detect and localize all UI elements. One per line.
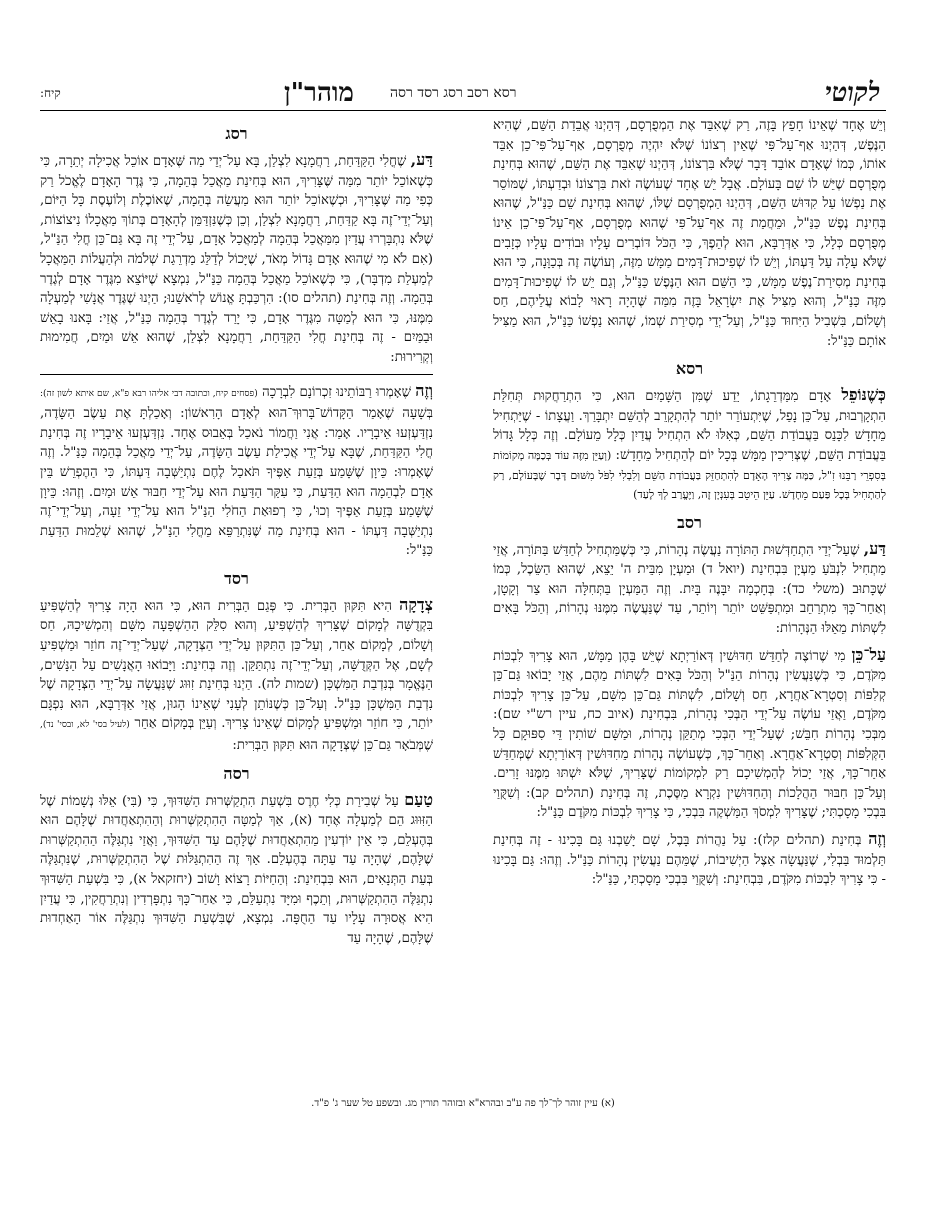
section-heading: רסא (675, 359, 704, 379)
lead-word: טַעַם (404, 789, 433, 809)
paragraph (493, 645, 886, 823)
section-range: רסא רסב רסג רסד רסה (390, 85, 517, 101)
source-reference: (פסחים קיח, וכתובה דבי אליהו רבא פ"א, שם איתא לשון זה): (40, 388, 258, 399)
page-number: קיח: (40, 86, 61, 100)
paragraph (40, 790, 433, 949)
paragraph-text: שֶׁמְּבֹאָר גַּם־כֵּן שֶׁצְּדָקָה הוּא תִּקּוּן הַבְּרִית: (232, 738, 433, 754)
right-column (493, 116, 886, 1100)
paragraph (493, 385, 886, 505)
paragraph: וְיֵשׁ אֶחָד שֶׁאֵינוֹ חָפֵץ בָּזֶה, רַק שֶׁאִבֵּד אֶת הַמְפֻרְסָם, דְּהַיְנוּ אֲבֵדַת הַשֵּׁם, שֶׁהִיא הַנֶּפֶשׁ, דְּהַיְנוּ אַף־עַל־פִּי שֶׁאֵין רְצוֹנוֹ שֶׁלֹּא יִהְיֶה מְפֻרְסָם, אַף־עַל־פִּי־כֵן אִבֵּד אוֹתוֹ, כְּמוֹ שֶׁאָדָם אוֹבֵד דָּבָר שֶׁלֹּא בִּרְצוֹנוֹ, דְּהַיְנוּ שֶׁאִבֵּד אֶת הַשֵּׁם, שֶׁהוּא בְּחִינַת מְפֻרְסָם שֶׁיֵּשׁ לוֹ שֵׁם בָּעוֹלָם. אֲבָל יֵשׁ אֶחָד שֶׁעוֹשֶׂה זֹאת בִּרְצוֹנוֹ וּבְדַעְתּוֹ, שֶׁמּוֹסֵר אֶת נַפְשׁוֹ עַל קִדּוּשׁ הַשֵּׁם, דְּהַיְנוּ הַמְפֻרְסָם שֶׁלּוֹ, שֶׁהוּא בְּחִינַת שֵׁם כַּנַּ"ל, שֶׁהוּא בְּחִינַת נֶפֶשׁ כַּנַּ"ל, וּמֵחֲמַת זֶה אַף־עַל־פִּי שֶׁהוּא מְפֻרְסָם, אַף־עַל־פִּי־כֵן אֵינוֹ מְפֻרְסָם כְּלָל, כִּי אַדְּרַבָּא, הוּא לְהֵפֶךְ, כִּי הַכֹּל דּוֹבְרִים עָלָיו וּבוֹדִים עָלָיו כְּזָבִים שֶׁלֹּא עָלָה עַל דַּעְתּוֹ, וְיֵשׁ לוֹ שְׁפִיכוּת־דָּמִים מַמָּשׁ מִזֶּה, וְעוֹשֶׂה זֶה בְּכַוָּנָה, כִּי הוּא בְּחִינַת מְסִירַת־נֶפֶשׁ מַמָּשׁ, כִּי הַשֵּׁם הוּא הַנֶּפֶשׁ כַּנַּ"ל, וְגַם יֵשׁ לוֹ שְׁפִיכוּת־דָּמִים מִזֶּה כַּנַּ"ל, וְהוּא מַצִּיל אֶת יִשְׂרָאֵל בָּזֶה מִמַּה שֶּׁהָיָה רָאוּי לָבוֹא עֲלֵיהֶם, חַס וְשָׁלוֹם, בִּשְׁבִיל הַיִּחוּד כַּנַּ"ל, וְעַל־יְדֵי מְסִירַת שְׁמוֹ, שֶׁהוּא נַפְשׁוֹ כַּנַּ"ל, הוּא מַצִּיל אוֹתָם כַּנַּ"ל: (493, 118, 886, 349)
separator (40, 374, 433, 375)
source-reference: (לעיל בסי' לא, ובסי' נד), (40, 720, 130, 731)
paragraph-text: עַל שְׁבִירַת כְּלִי חֶרֶס בִּשְׁעַת הִתְקַשְּׁרוּת הַשִּׁדּוּךְ, כִּי (בִּי) אֵלּוּ נְשָׁמוֹת שֶׁל הַזִּוּוּג הֵם לְמַעְלָה אֶחָד (א), אַךְ לְמַטָּה הַהִתְקַשְּׁרוּת וְהַהִתְאַחֲדוּת שֶׁלָּהֶם הוּא בְּהֶעְלֵם, כִּי אֵין יוֹדְעִין מֵהִתְאַחֲדוּת שֶׁלָּהֶם עַד הַשִּׁדּוּךְ, וַאֲזַי נִתְגַּלֶּה הַהִתְקַשְּׁרוּת שֶׁלָּהֶם, שֶׁהָיָה עַד עַתָּה בְּהֶעְלֵם. אַךְ זֶה הַהִתְגַּלּוּת שֶׁל הַהִתְקַשְּׁרוּת, שֶׁנִּתְגַּלֶּה בְּעֵת הַתְּנָאִים, הוּא בִּבְחִינַת: וְהַחַיּוֹת רָצוֹא וָשׁוֹב (יחזקאל א), כִּי בִּשְׁעַת הַשִּׁדּוּךְ נִתְגַּלֶּה הַהִתְקַשְּׁרוּת, וְתֵכֶף וּמִיָּד נִתְעַלֵּם, כִּי אַחַר־כָּךְ נִתְפָּרְדִין וְנִתְרַחֲקִין, כִּי עֲדַיִן הִיא אֲסוּרָה עָלָיו עַד הַחֻפָּה. נִמְצָא, שֶׁבִּשְׁעַת הַשִּׁדּוּךְ נִתְגַּלֶּה אוֹר הָאַחְדוּת שֶׁלָּהֶם, שֶׁהָיָה עַד (40, 793, 433, 946)
book-title-right: לקוטי (824, 78, 880, 108)
lead-word: וְזֶה (415, 380, 433, 400)
lead-word: וְזֶה (868, 829, 886, 848)
paragraph (40, 150, 433, 368)
book-title-left: מוהר"ן (284, 78, 354, 108)
paragraph (493, 829, 886, 890)
section-heading: רסה (223, 763, 250, 783)
paragraph-text: מִי שֶׁרוֹצֶה לְחַדֵּשׁ חִדּוּשִׁין דְּאוֹרַיְתָא שֶׁיֵּשׁ בָּהֶן מַמָּשׁ, הוּא צָרִיךְ לִבְכּוֹת מִקֹּדֶם, כִּי כְּשֶׁנַּעֲשִׂין נְהָרוֹת הַנַּ"ל וְהַכֹּל בָּאִים לִשְׁתּוֹת מֵהֶם, אֲזַי יָבוֹאוּ גַּם־כֵּן קְלִפּוֹת וְסִטְרָא־אַחֲרָא, חַס וְשָׁלוֹם, לִשְׁתּוֹת גַּם־כֵּן מִשָּׁם, עַל־כֵּן צָרִיךְ לִבְכּוֹת מִקֹּדֶם, וַאֲזַי עוֹשֶׂה עַל־יְדֵי הַבְּכִי נְהָרוֹת, בִּבְחִינַת (איוב כח, עיין רש"י שם): מִבְּכִי נְהָרוֹת חִבֵּשׁ; שֶׁעַל־יְדֵי הַבְּכִי מְתַקֵּן נְהָרוֹת, וּמַשָּׁם שׁוֹתִין דֵּי סִפּוּקָם כָּל הַקְּלִפּוֹת וְסִטְרָא־אַחֲרָא. וְאַחַר־כָּךְ, כְּשֶׁעוֹשֶׂה נְהָרוֹת מֵחִדּוּשִׁין דְּאוֹרַיְתָא שֶׁמְּחַדֵּשׁ אַחַר־כָּךְ, אֲזַי יָכוֹל לְהַמְשִׁיכָם רַק לִמְקוֹמוֹת שֶׁצָּרִיךְ, שֶׁלֹּא יִשְׁתּוּ מִמֶּנּוּ זָרִים. וְעַל־כֵּן חִבּוּר הַהֲלָכוֹת וְהַחִדּוּשִׁין נִקְרָא מַסֶּכֶת, זֶה בְּחִינַת (תהלים קב): וְשִׁקֻּוַי בִּבְכִי מָסָכְתִּי; שֶׁצָּרִיךְ לִמְסֹךְ הַמַּשְׁקֶה בִּבְכִי, כִּי צָרִיךְ לִבְכּוֹת מִקֹּדֶם כַּנַּ"ל: (493, 648, 886, 821)
left-column (40, 116, 433, 1100)
paragraph-text: שֶׁעַל־יְדֵי הִתְחַדְּשׁוּת הַתּוֹרָה נַעֲשֶׂה נְהָרוֹת, כִּי כְּשֶׁמַּתְחִיל לְחַדֵּשׁ בַּתּוֹרָה, אֲזַי מַתְחִיל לִנְבֹּעַ מַעְיָן בִּבְחִינַת (יואל ד) וּמַעְיָן מִבֵּית ה' יֵצֵא, שֶׁהוּא הַשֵּׂכֶל, כְּמוֹ שֶׁכָּתוּב (משלי כד): בְּחָכְמָה יִבָּנֶה בָּיִת. וְזֶה הַמַּעְיָן בַּתְּחִלָּה הוּא צַר וְקָטָן, וְאַחַר־כָּךְ מִתְרַחֵב וּמִתְפַּשֵּׁט יוֹתֵר וְיוֹתֵר, עַד שֶׁנַּעֲשֶׂה מִמֶּנּוּ נְהָרוֹת, וְהַכֹּל בָּאִים לִשְׁתּוֹת מֵאֵלּוּ הַנְּהָרוֹת: (493, 542, 886, 637)
footnote: (א) עיין זוהר לך־לך פה ע"ב ובהרא"א ובזוהר תורין מג. ובשפע טל שער ג' פ"ד. (311, 1098, 615, 1109)
lead-word: דַּע, (863, 538, 886, 558)
note-text: (וְעַיֵּן מִזֶּה עוֹד בְּכַמָּה מְקוֹמוֹת בְּסִפְרֵי רַבֵּנוּ זִ"ל, כַּמָּה צָרִיךְ הָאָדָם לְהִתְחַזֵּק בַּעֲבוֹדַת הַשֵּׁם וְלִבְלִי לִפֹּל מִשּׁוּם דָּבָר שֶׁבָּעוֹלָם, רַק לְהַתְחִיל בְּכָל פַּעַם מֵחָדָשׁ. עַיֵּן הֵיטֵב בְּעִנְיָן זֶה, וַיֶּעֱרַב לְךָ לָעַד) (493, 448, 886, 502)
paragraph (40, 381, 433, 561)
paragraph (40, 595, 433, 756)
section-heading: רסד (224, 568, 249, 588)
section-heading: רסב (677, 512, 702, 532)
lead-word: עַל־כֵּן (851, 644, 886, 664)
paragraph-text: שֶׁאָמְרוּ רַבּוֹתֵינוּ זִכְרוֹנָם לִבְרָכָה (257, 384, 416, 400)
section-heading: רסג (225, 124, 248, 143)
paragraph-text: בְּשָׁעָה שֶׁאָמַר הַקָּדוֹשׁ־בָּרוּךְ־הוּא לְאָדָם הָרִאשׁוֹן: וְאָכַלְתָּ אֶת עֵשֶׂב הַשָּׂדֶה, נִזְדַּעְזְעוּ אֵיבָרָיו. אָמַר: אֲנִי וַחֲמוֹר נֹאכַל בְּאֵבוּס אֶחָד. נִזְדַּעְזְעוּ אֵיבָרָיו זֶה בְּחִינַת חֳלִי הַקַּדַּחַת, שֶׁבָּא עַל־יְדֵי אֲכִילַת עֵשֶׂב הַשָּׂדֶה, עַל־יְדֵי מַאֲכַל בְּהֵמָה כַּנַּ"ל. וְזֶה שֶׁאָמְרוּ: כֵּיוָן שֶׁשָּׁמַע בְּזֵעַת אַפֶּיךָ תֹּאכַל לֶחֶם נִתְיַשְּׁבָה דַּעְתּוֹ, כִּי הַהֶפְרֵשׁ בֵּין אָדָם לִבְהֵמָה הוּא הַדַּעַת, כִּי עִקַּר הַדַּעַת הוּא עַל־יְדֵי חִבּוּר אֵשׁ וּמַיִם. וְזֶהוּ: כֵּיוָן שֶׁשָּׁמַע בְּזֵעַת אַפֶּיךָ וְכוּ', כִּי רְפוּאַת הַחֹלִי הַנַּ"ל הוּא עַל־יְדֵי זֵעָה, וְעַל־יְדֵי־זֶה נִתְיַשְּׁבָה דַּעְתּוֹ - הוּא בְּחִינַת מַה שֶּׁנִּתְרַפֵּא מֵחֳלִי הַנַּ"ל, שֶׁהוּא שְׁלֵמוּת הַדַּעַת כַּנַּ"ל: (40, 406, 433, 559)
paragraph-text: שֶׁחֳלִי הַקַּדַּחַת, רַחֲמָנָא לִצְלַן, בָּא עַל־יְדֵי מַה שֶּׁאָדָם אוֹכֵל אֲכִילָה יְתֵרָה, כִּי כְּשֶׁאוֹכֵל יוֹתֵר מִמַּה שֶּׁצָּרִיךְ, הוּא בְּחִינַת מַאֲכַל בְּהֵמָה, כִּי גֶּדֶר הָאָדָם לֶאֱכֹל רַק כְּפִי מַה שֶּׁצָּרִיךְ, וּכְשֶׁאוֹכֵל יוֹתֵר הוּא מַעֲשֵׂה בְּהֵמָה, שֶׁאוֹכֶלֶת וְלוֹעֶסֶת כָּל הַיּוֹם, וְעַל־יְדֵי־זֶה בָּא קַדַּחַת, רַחֲמָנָא לִצְלַן, וְכֵן כְּשֶׁנִּזְדַּמֵּן לְהָאָדָם בְּתוֹךְ מַאֲכָלוֹ נִיצוֹצוֹת, שֶׁלֹּא נִתְבָּרְרוּ עֲדַיִן מִמַּאֲכַל בְּהֵמָה לְמַאֲכַל אָדָם, עַל־יְדֵי זֶה בָּא גַּם־כֵּן חֳלִי הַנַּ"ל, (אִם לֹא מִי שֶׁהוּא אָדָם גָּדוֹל מְאֹד, שֶׁיָּכוֹל לְדַלֵּג מַדְרֵגַת שְׁלֹמֹה וּלְהַעֲלוֹת הַמַּאֲכָל לְמַעְלַת מִדְבָּר), כִּי כְּשֶׁאוֹכֵל מַאֲכַל בְּהֵמָה כַּנַּ"ל, נִמְצָא שֶׁיּוֹצֵא מִגֶּדֶר אָדָם לְגֶדֶר בְּהֵמָה. וְזֶה בְּחִינַת (תהלים סו): הִרְכַּבְתָּ אֱנוֹשׁ לְרֹאשֵׁנוּ; הַיְנוּ שֶׁגֶּדֶר אֲנָשִׁי לְמַעְלָה מִמֶּנּוּ, כִּי הוּא לְמַטָּה מִגֶּדֶר אָדָם, כִּי יָרַד לְגֶדֶר בְּהֵמָה כַּנַּ"ל, אֲזַי: בָּאנוּ בָאֵשׁ וּבַמַּיִם - זֶה בְּחִינַת חֳלִי הַקַּדַּחַת, רַחֲמָנָא לִצְלַן, שֶׁהוּא אֵשׁ וּמַיִם, חֲמִימוּת וְקְרִירוּת: (40, 154, 433, 365)
paragraph-text: בְּחִינַת (תהלים קלז): עַל נַהֲרוֹת בָּבֶל, שָׁם יָשַׁבְנוּ גַּם בָּכִינוּ - זֶה בְּחִינַת תַּלְמוּד בַּבְלִי, שֶׁנַּעֲשָׂה אֵצֶל הַיְשִׁיבוֹת, שֶׁמֵּהֶם נַעֲשִׂין נְהָרוֹת כַּנַּ"ל. וְזֶהוּ: גַּם בָּכִינוּ - כִּי צָרִיךְ לִבְכּוֹת מִקֹּדֶם, בִּבְחִינַת: וְשִׁקֻּוַי בִּבְכִי מָסָכְתִּי, כַּנַּ"ל: (493, 833, 886, 888)
lead-word: צְדָקָה (399, 594, 433, 614)
paragraph (493, 539, 886, 639)
lead-word: כְּשֶׁנּוֹפֵל (841, 385, 886, 405)
page-header (40, 78, 886, 108)
paragraph-text: הִיא תִּקּוּן הַבְּרִית. כִּי פְּגַם הַבְּרִית הוּא, כִּי הוּא הָיָה צָרִיךְ לְהַשְׁפִּיעַ בִּקְדֻשָּׁה לְמָקוֹם שֶׁצָּרִיךְ לְהַשְׁפִּיעַ, וְהוּא סִלֵּק הַהַשְׁפָּעָה מִשָּׁם וְהִמְשִׁיכָהּ, חַס וְשָׁלוֹם, לְמָקוֹם אַחֵר, וְעַל־כֵּן הַתִּקּוּן עַל־יְדֵי הַצְּדָקָה, שֶׁעַל־יְדֵי־זֶה חוֹזֵר וּמַשְׁפִּיעַ לְשָׁם, אֶל הַקְּדֻשָּׁה, וְעַל־יְדֵי־זֶה נִתְתַּקֵּן. וְזֶה בְּחִינַת: וַיָּבוֹאוּ הָאֲנָשִׁים עַל הַנָּשִׁים, הַנֶּאֱמָר בְּנִדְבַת הַמִּשְׁכָּן (שמות לה). הַיְנוּ בְּחִינַת זִוּוּג שֶׁנַּעֲשָׂה עַל־יְדֵי הַצְּדָקָה שֶׁל נִדְבַת הַמִּשְׁכָּן כַּנַּ"ל. וְעַל־כֵּן כְּשֶׁנּוֹתֵן לְעָנִי שֶׁאֵינוֹ הָגוּן, אֲזַי אַדְּרַבָּא, הוּא נִפְגָּם יוֹתֵר, כִּי חוֹזֵר וּמַשְׁפִּיעַ לְמָקוֹם שֶׁאֵינוֹ צָרִיךְ. וְעַיֵּן בְּמָקוֹם אַחֵר (40, 598, 433, 732)
lead-word: דַּע, (410, 150, 433, 169)
paragraph-text: אָדָם מִמַּדְרֵגָתוֹ, יֵדַע שֶׁמִּן הַשָּׁמַיִם הוּא, כִּי הִתְרַחֲקוּת תְּחִלַּת הִתְקָרְבוּת, עַל־כֵּן נָפַל, שֶׁיִּתְעוֹרֵר יוֹתֵר לְהִתְקָרֵב לְהַשֵּׁם יִתְבָּרַךְ. וַעֲצָתוֹ - שֶׁיַּתְחִיל מֵחָדָשׁ לִכָּנֵס בַּעֲבוֹדַת הַשֵּׁם, כְּאִלּוּ לֹא הִתְחִיל עֲדַיִן כְּלָל מֵעוֹלָם. וְזֶה כְּלָל גָּדוֹל בַּעֲבוֹדַת הַשֵּׁם, שֶׁצְּרִיכִין מַמָּשׁ בְּכָל יוֹם לְהַתְחִיל מֵחָדָשׁ: (493, 389, 886, 463)
header-rule (40, 110, 886, 111)
